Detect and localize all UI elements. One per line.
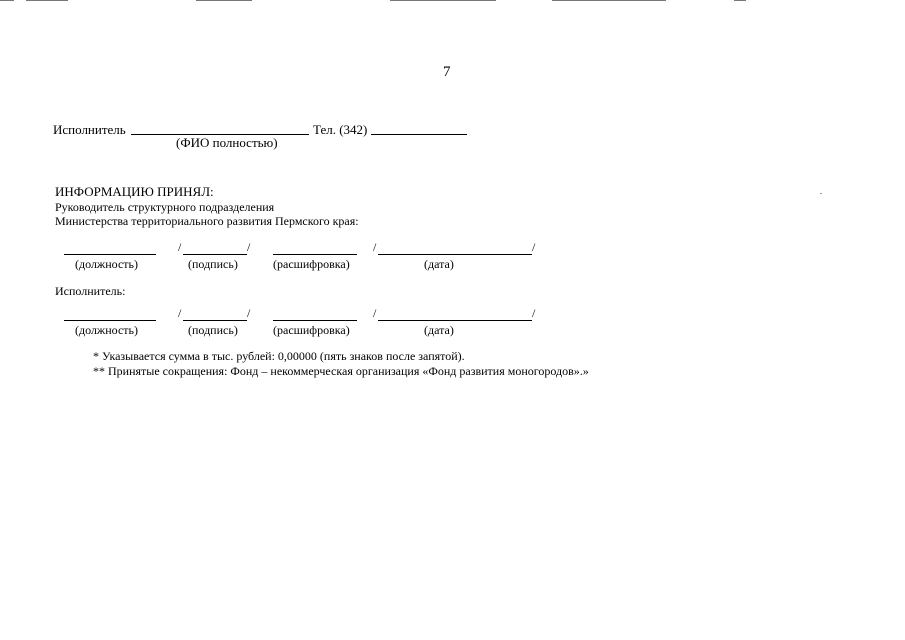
slash: /: [178, 306, 182, 320]
phone-label: Тел. (342): [313, 122, 368, 137]
ministry-line: Министерства территориального развития Пермского края:: [55, 214, 359, 228]
signature-line: [183, 254, 247, 255]
slash: /: [532, 240, 536, 254]
scan-edge-mark: [552, 0, 666, 1]
scan-edge-mark: [196, 0, 252, 1]
slash: /: [178, 240, 182, 254]
scan-edge-mark: [734, 0, 746, 1]
page-number: 7: [443, 64, 451, 80]
footnote-1: * Указывается сумма в тыс. рублей: 0,00000 (пять знаков после запятой).: [93, 349, 465, 363]
date-caption: (дата): [424, 323, 454, 337]
slash: /: [247, 240, 251, 254]
name-caption: (ФИО полностью): [176, 135, 278, 150]
scan-speck: [820, 193, 822, 194]
date-line: [378, 320, 532, 321]
department-head-line: Руководитель структурного подразделения: [55, 200, 275, 214]
position-caption: (должность): [75, 257, 138, 271]
executor-label: Исполнитель: [53, 122, 126, 137]
position-line: [64, 254, 156, 255]
signature-line: [183, 320, 247, 321]
signature-caption: (подпись): [188, 257, 238, 271]
date-line: [378, 254, 532, 255]
scan-edge-mark: [390, 0, 496, 1]
decoding-caption: (расшифровка): [273, 323, 350, 337]
decoding-line: [273, 254, 357, 255]
decoding-caption: (расшифровка): [273, 257, 350, 271]
decoding-line: [273, 320, 357, 321]
executor2-label: Исполнитель:: [55, 284, 126, 298]
slash: /: [373, 240, 377, 254]
slash: /: [532, 306, 536, 320]
date-caption: (дата): [424, 257, 454, 271]
received-heading: ИНФОРМАЦИЮ ПРИНЯЛ:: [55, 184, 214, 199]
position-caption: (должность): [75, 323, 138, 337]
position-line: [64, 320, 156, 321]
slash: /: [247, 306, 251, 320]
signature-caption: (подпись): [188, 323, 238, 337]
slash: /: [373, 306, 377, 320]
scan-edge-mark: [26, 0, 68, 1]
scan-edge-mark: [0, 0, 14, 1]
footnote-2: ** Принятые сокращения: Фонд – некоммерческая организация «Фонд развития моногородов».»: [93, 364, 589, 378]
phone-line: [371, 134, 467, 135]
